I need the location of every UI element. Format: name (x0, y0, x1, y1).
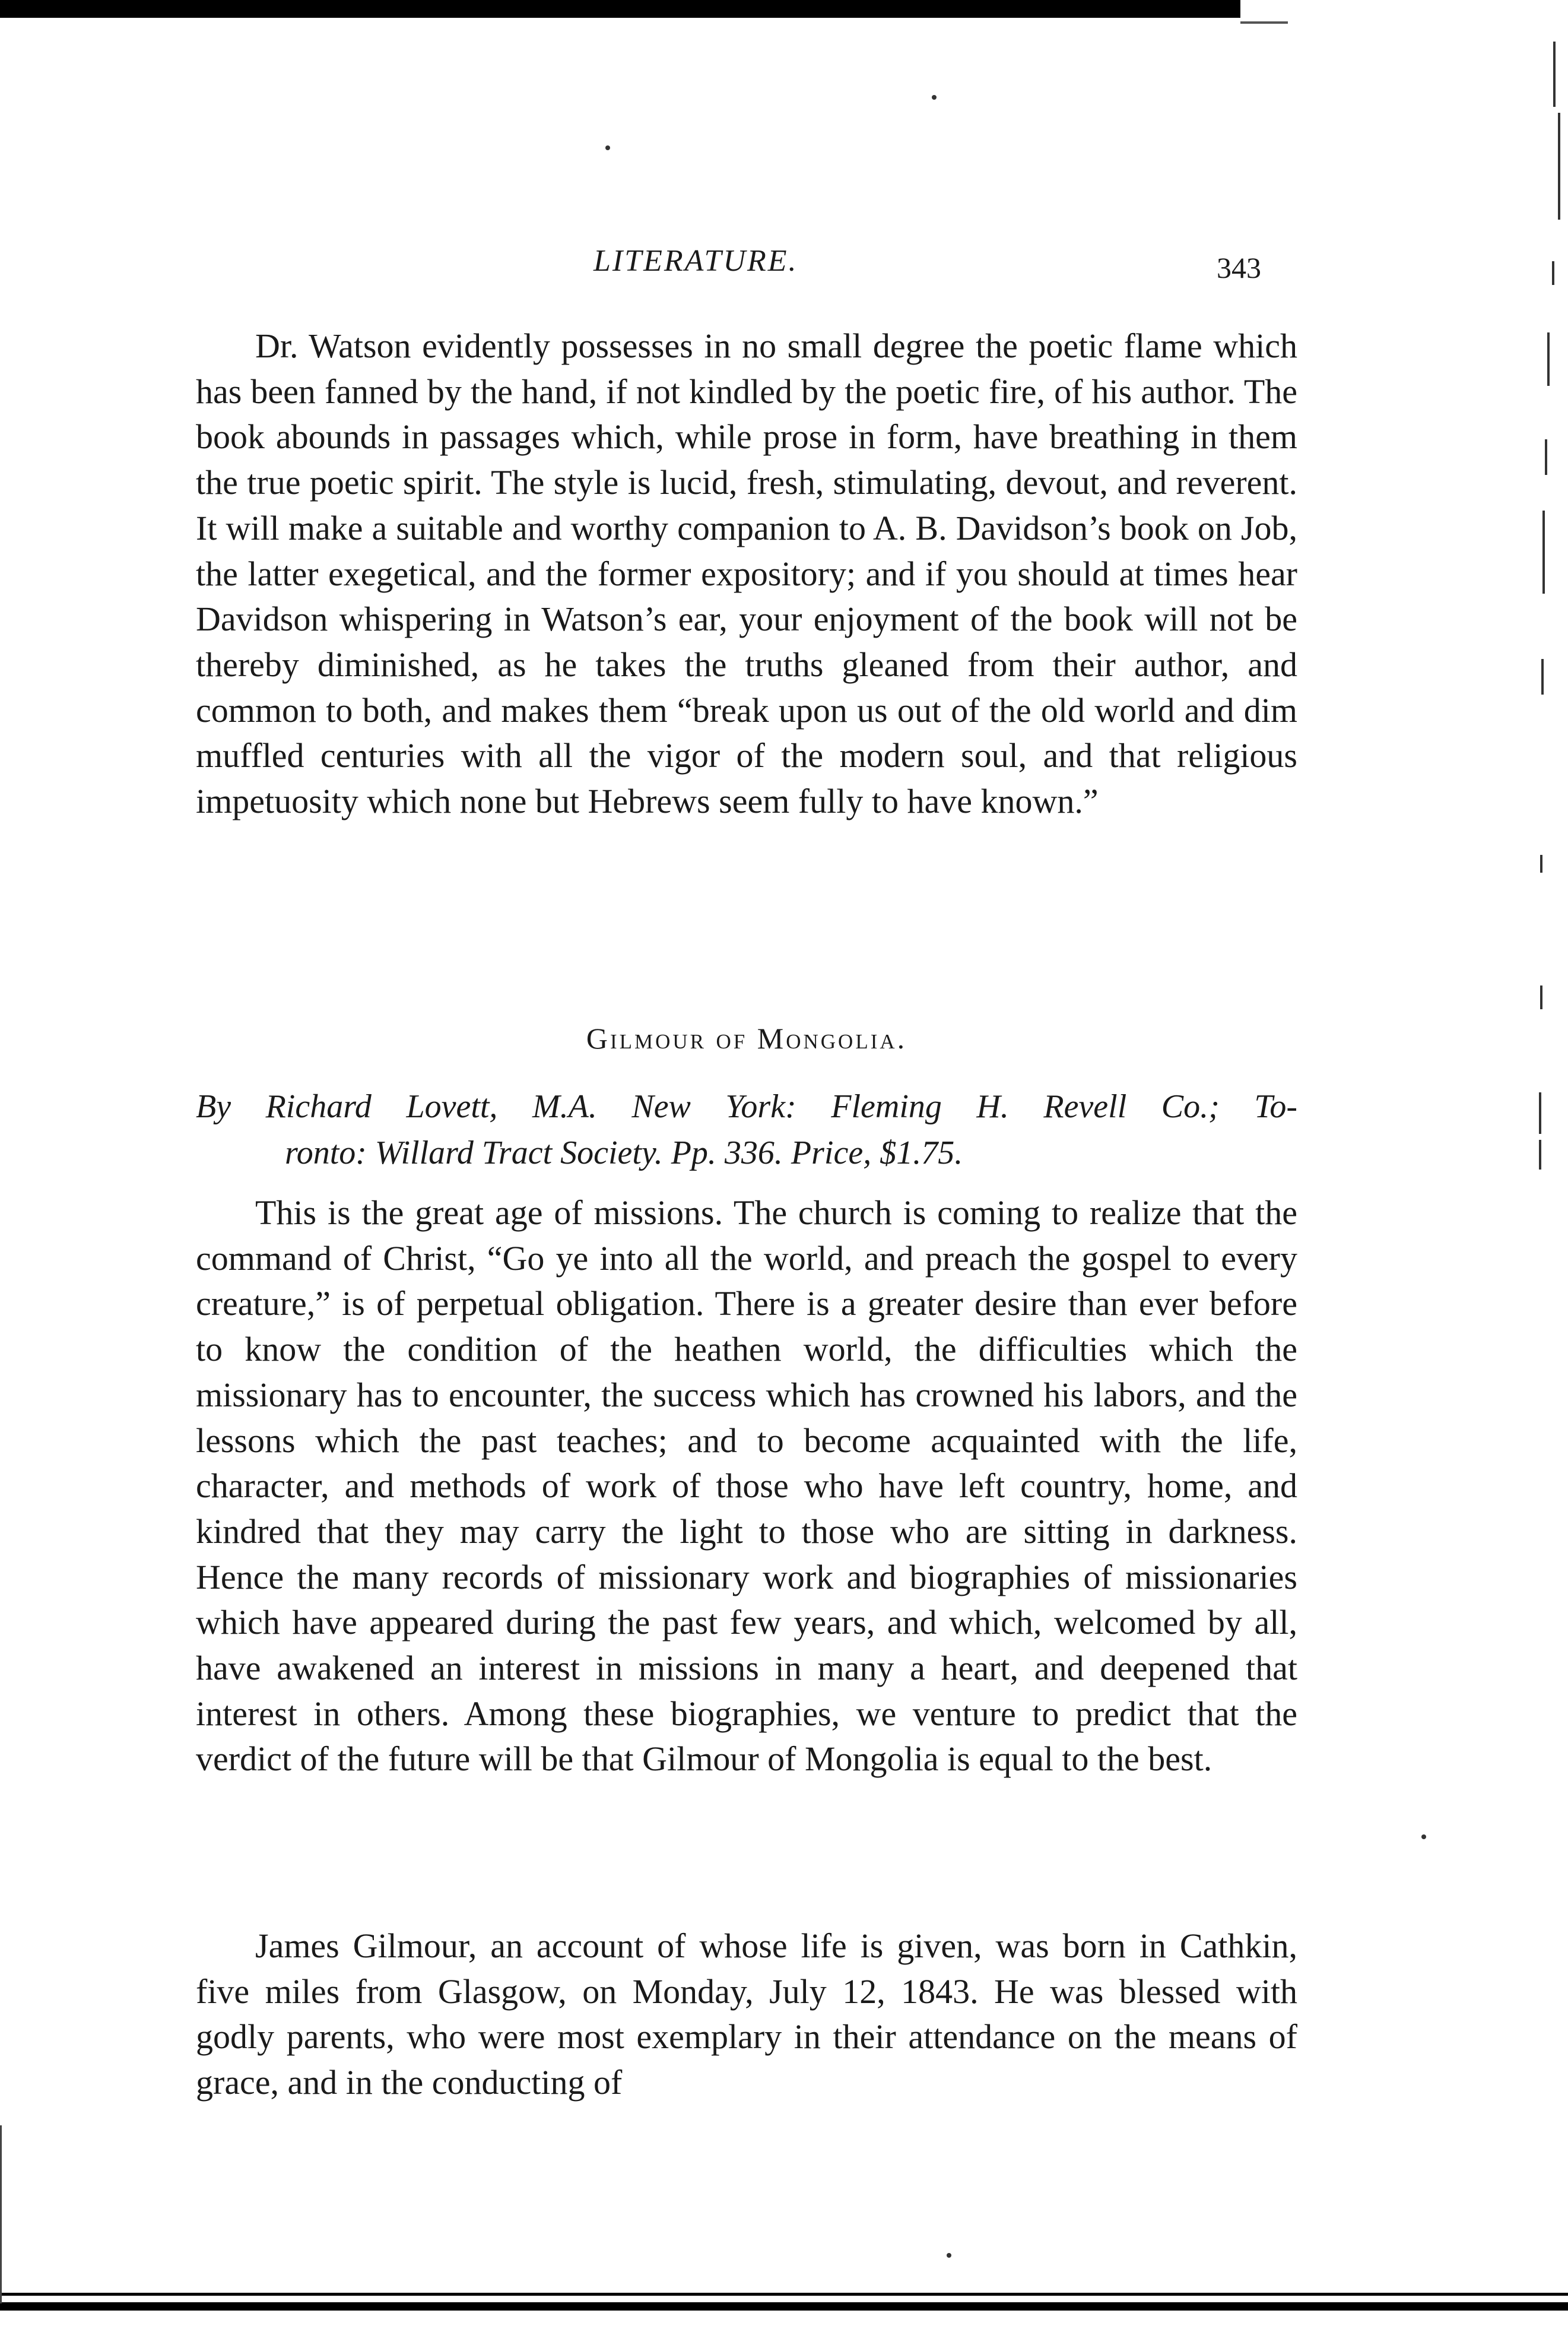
review-1-paragraph: Dr. Watson evidently possesses in no small degree the poetic flame which has been fanned by the hand, if not kindled by the poetic fire, of his author. The book abounds in passages which, while prose in form, have breathing in them the true poetic spirit. The style is lucid, fresh, stimulating, devout, and reverent. It will make a suitable and worthy companion to A. B. Davidson’s book on Job, the latter exegetical, and the former expository; and if you should at times hear Davidson whispering in Watson’s ear, your enjoyment of the book will not be thereby diminished, as he takes the truths gleaned from their author, and common to both, and makes them “break upon us out of the old world and dim muffled centuries with all the vigor of the modern soul, and that religious impetuosity which none but Hebrews seem fully to have known.” (196, 327, 1297, 821)
edge-mark (1558, 113, 1560, 220)
edge-mark (1540, 985, 1542, 1009)
page-number: 343 (1217, 251, 1261, 284)
scan-speck (1421, 1834, 1426, 1839)
scan-border-top-tail (1240, 21, 1288, 24)
review-2-body-2 (196, 1923, 1297, 2106)
review-2-paragraph-2: James Gilmour, an account of whose life is given, was born in Cathkin, five miles from Glasgow, on Monday, July 12, 1843. He was blessed with godly parents, who were most exemplary in their attendance on the means of grace, and in the conducting of (196, 1926, 1297, 2102)
edge-mark (1541, 659, 1544, 695)
scan-right-edge (1516, 24, 1568, 1211)
scan-border-bottom-thin (0, 2293, 1568, 2296)
review-2-body-1 (196, 1190, 1297, 1782)
review-2-title: Gilmour of Mongolia. (586, 1022, 907, 1055)
biblio-line-2: ronto: Willard Tract Society. Pp. 336. Price, $1.75. (285, 1135, 963, 1171)
scan-border-top (0, 0, 1240, 18)
biblio-line-1: By Richard Lovett, M.A. New York: Fleming H. Revell Co.; To- (196, 1088, 1297, 1125)
edge-mark (1539, 1140, 1541, 1170)
scan-speck (605, 145, 610, 150)
scan-speck (947, 2253, 951, 2258)
edge-mark (1547, 332, 1550, 386)
scan-border-bottom (0, 2302, 1568, 2311)
scan-left-edge (0, 2125, 2, 2303)
review-2-bibliographic-entry (196, 1083, 1297, 1176)
review-2-paragraph-1: This is the great age of missions. The church is coming to realize that the command of Christ, “Go ye into all the world, and preach the gospel to every creature,” is of perpetual obligation. There is a greater desire than ever before to know the condition of the heathen world, the difficulties which the missionary has to encounter, the success which has crowned his labors, and the lessons which the past teaches; and to become acquainted with the life, character, and methods of work of those who have left country, home, and kindred that they may carry the light to those who are sitting in darkness. Hence the many records of missionary work and biographies of missionaries which have appeared during the past few years, and which, welcomed by all, have awakened an interest in missions in many a heart, and deepened that interest in others. Among these biographies, we venture to predict that the verdict of the future will be that Gilmour of Mongolia is equal to the best. (196, 1193, 1297, 1779)
scan-speck (932, 95, 937, 100)
edge-mark (1540, 855, 1542, 873)
edge-mark (1542, 511, 1545, 594)
running-title: LITERATURE. (593, 244, 798, 278)
edge-mark (1553, 42, 1556, 107)
edge-mark (1539, 1092, 1541, 1134)
running-head (0, 237, 1568, 285)
review-1-body (196, 324, 1297, 825)
edge-mark (1545, 439, 1547, 475)
